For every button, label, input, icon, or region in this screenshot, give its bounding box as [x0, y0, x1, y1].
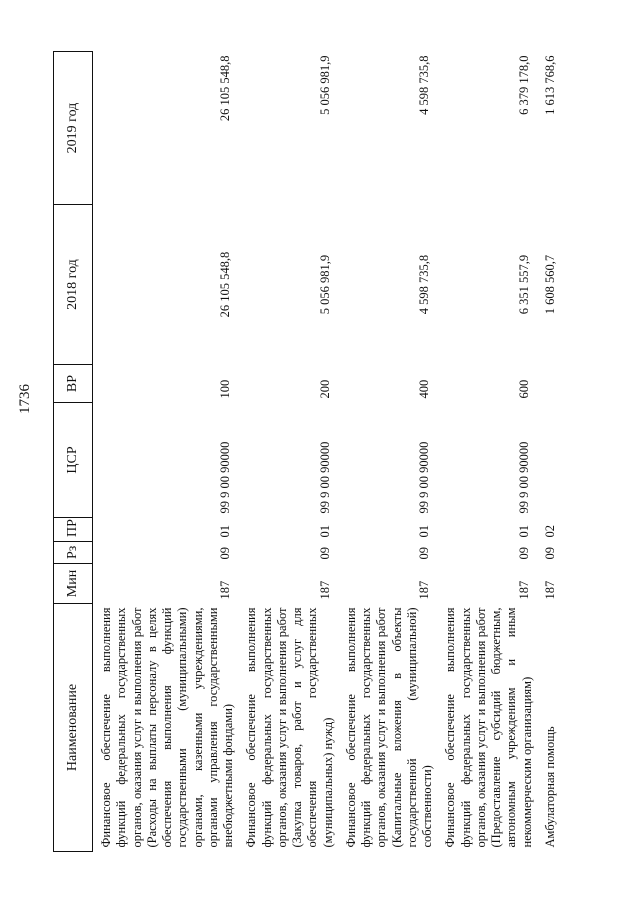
table-row: [437, 52, 537, 852]
row-min: 187: [542, 580, 557, 600]
column-header-rz: Рз: [54, 542, 93, 564]
table-header-row: [54, 52, 93, 852]
budget-table: [53, 51, 563, 852]
row-csr: [537, 403, 563, 518]
column-header-2019: 2019 год: [54, 52, 93, 205]
row-vr: 600: [516, 379, 531, 399]
row-name: Финансовое обеспечение выполнения функций федеральных государственных органов, оказания услуг и выполнения работ (Предоставление субсидий бюджетным, автономным учреждениям и иным некоммерческим организациям): [443, 607, 534, 848]
row-2018: 1 608 560,7: [542, 254, 557, 315]
row-csr: 99 9 00 90000: [218, 441, 232, 514]
column-header-vr: ВР: [54, 365, 93, 403]
row-csr: 99 9 00 90000: [417, 441, 431, 514]
column-header-min: Мин: [54, 564, 93, 604]
row-pr: 01: [516, 525, 531, 538]
row-2019: 26 105 548,8: [218, 55, 232, 122]
column-header-2018: 2018 год: [54, 205, 93, 365]
row-vr: 200: [317, 379, 332, 399]
row-name: Финансовое обеспечение выполнения функций федеральных государственных органов, оказания услуг и выполнения работ (Расходы на выплаты персоналу в целях обеспечения выполнения функций государственными (муниципальными) органами, казенными учреждениями, органами управления государственными внебюджетными фондами): [99, 607, 235, 848]
row-name: Амбулаторная помощь: [542, 726, 557, 848]
table-row: [238, 52, 338, 852]
row-name: Финансовое обеспечение выполнения функций федеральных государственных органов, оказания услуг и выполнения работ (Закупка товаров, работ и услуг для обеспечения государственных (муниципальных) нужд): [244, 607, 335, 848]
row-2019: 4 598 735,8: [417, 55, 431, 115]
row-rz: 09: [542, 547, 557, 560]
column-header-pr: ПР: [54, 518, 93, 542]
row-pr: 01: [417, 525, 431, 538]
table-row: [537, 52, 563, 852]
row-rz: 09: [516, 547, 531, 560]
row-vr: [537, 365, 563, 403]
row-pr: 01: [317, 525, 332, 538]
row-vr: 400: [417, 379, 431, 399]
row-pr: 02: [542, 525, 557, 538]
budget-table-rotated: [53, 52, 618, 852]
row-min: 187: [516, 580, 531, 600]
row-2018: 6 351 557,9: [516, 254, 531, 315]
row-2018: 4 598 735,8: [417, 254, 431, 315]
row-pr: 01: [218, 525, 232, 538]
row-rz: 09: [317, 547, 332, 560]
row-vr: 100: [218, 379, 232, 399]
row-2019: 6 379 178,0: [516, 55, 531, 115]
row-2018: 5 056 981,9: [317, 254, 332, 315]
row-csr: 99 9 00 90000: [516, 441, 531, 514]
row-2018: 26 105 548,8: [218, 251, 232, 318]
row-min: 187: [417, 580, 431, 600]
row-min: 187: [317, 580, 332, 600]
column-header-name: Наименование: [54, 604, 93, 852]
page-number: 1736: [17, 384, 33, 414]
row-2019: 1 613 768,6: [542, 55, 557, 115]
column-header-csr: ЦСР: [54, 403, 93, 518]
row-2019: 5 056 981,9: [317, 55, 332, 115]
row-min: 187: [218, 580, 232, 600]
row-name: Финансовое обеспечение выполнения функций федеральных государственных органов, оказания услуг и выполнения работ (Капитальные вложения в объекты государственной (муниципальной) собственности): [343, 607, 434, 848]
row-rz: 09: [417, 547, 431, 560]
row-rz: 09: [218, 547, 232, 560]
row-csr: 99 9 00 90000: [317, 441, 332, 514]
table-row: [338, 52, 438, 852]
table-row: [93, 52, 239, 852]
